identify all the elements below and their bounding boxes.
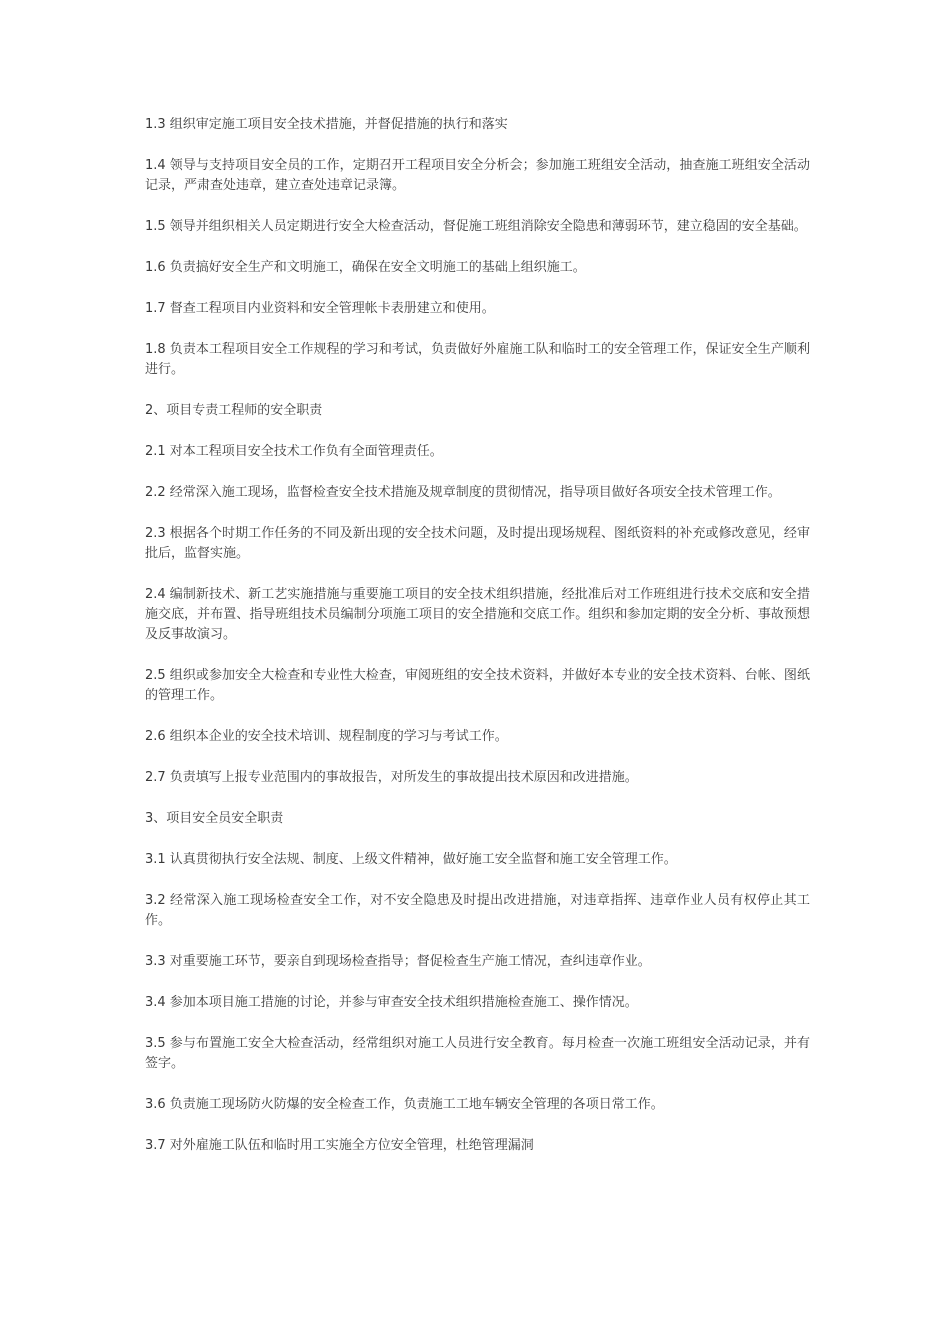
paragraph-text: 经常深入施工现场，监督检查安全技术措施及规章制度的贯彻情况，指导项目做好各项安全技术管理工作。 — [169, 485, 781, 500]
paragraph-number: 3.4 — [145, 995, 166, 1010]
paragraph — [145, 952, 810, 972]
paragraph-text: 2、项目专责工程师的安全职责 — [145, 403, 323, 418]
paragraph-text: 领导并组织相关人员定期进行安全大检查活动，督促施工班组消除安全隐患和薄弱环节，建立稳固的安全基础。 — [169, 219, 807, 234]
paragraph — [145, 1136, 810, 1156]
paragraph-number: 3.3 — [145, 954, 166, 969]
paragraph — [145, 993, 810, 1013]
paragraph-text: 组织本企业的安全技术培训、规程制度的学习与考试工作。 — [169, 729, 508, 744]
paragraph-text: 认真贯彻执行安全法规、制度、上级文件精神，做好施工安全监督和施工安全管理工作。 — [169, 852, 677, 867]
paragraph — [145, 809, 810, 829]
paragraph-number: 1.4 — [145, 158, 166, 173]
paragraph — [145, 666, 810, 706]
paragraph — [145, 850, 810, 870]
paragraph-number: 2.1 — [145, 444, 166, 459]
paragraph-number: 2.3 — [145, 526, 166, 541]
paragraph-number: 3.2 — [145, 893, 166, 908]
paragraph — [145, 156, 810, 196]
paragraph-number: 2.2 — [145, 485, 166, 500]
paragraph — [145, 1095, 810, 1115]
paragraph-text: 对外雇施工队伍和临时用工实施全方位安全管理，杜绝管理漏洞 — [169, 1138, 534, 1153]
paragraph — [145, 258, 810, 278]
paragraph — [145, 442, 810, 462]
paragraph-text: 经常深入施工现场检查安全工作，对不安全隐患及时提出改进措施，对违章指挥、违章作业人员有权停止其工作。 — [145, 893, 810, 928]
paragraph-text: 负责本工程项目安全工作规程的学习和考试，负责做好外雇施工队和临时工的安全管理工作，保证安全生产顺利进行。 — [145, 342, 810, 377]
paragraph-number: 3.1 — [145, 852, 166, 867]
paragraph — [145, 299, 810, 319]
paragraph-number: 1.3 — [145, 117, 166, 132]
paragraph-number: 3.6 — [145, 1097, 166, 1112]
paragraph — [145, 217, 810, 237]
paragraph-text: 负责填写上报专业范围内的事故报告，对所发生的事故提出技术原因和改进措施。 — [169, 770, 638, 785]
paragraph-number: 2.5 — [145, 668, 166, 683]
paragraph-number: 1.6 — [145, 260, 166, 275]
paragraph-number: 2.6 — [145, 729, 166, 744]
paragraph — [145, 891, 810, 931]
paragraph-text: 参加本项目施工措施的讨论，并参与审查安全技术组织措施检查施工、操作情况。 — [169, 995, 638, 1010]
paragraph-text: 负责施工现场防火防爆的安全检查工作，负责施工工地车辆安全管理的各项日常工作。 — [169, 1097, 664, 1112]
paragraph-text: 参与布置施工安全大检查活动，经常组织对施工人员进行安全教育。每月检查一次施工班组安全活动记录，并有签字。 — [145, 1036, 810, 1071]
paragraph-text: 组织或参加安全大检查和专业性大检查，审阅班组的安全技术资料，并做好本专业的安全技术资料、台帐、图纸的管理工作。 — [145, 668, 810, 703]
paragraph — [145, 768, 810, 788]
paragraph-number: 1.7 — [145, 301, 166, 316]
paragraph — [145, 727, 810, 747]
paragraph — [145, 401, 810, 421]
paragraph-text: 组织审定施工项目安全技术措施，并督促措施的执行和落实 — [169, 117, 508, 132]
paragraph — [145, 524, 810, 564]
paragraph-number: 3.7 — [145, 1138, 166, 1153]
paragraph-text: 根据各个时期工作任务的不同及新出现的安全技术问题，及时提出现场规程、图纸资料的补充或修改意见，经审批后，监督实施。 — [145, 526, 810, 561]
paragraph-number: 2.7 — [145, 770, 166, 785]
paragraph-text: 领导与支持项目安全员的工作，定期召开工程项目安全分析会；参加施工班组安全活动，抽查施工班组安全活动记录，严肃查处违章，建立查处违章记录簿。 — [145, 158, 810, 193]
paragraph — [145, 483, 810, 503]
paragraph — [145, 115, 810, 135]
paragraph-text: 负责搞好安全生产和文明施工，确保在安全文明施工的基础上组织施工。 — [169, 260, 586, 275]
paragraph — [145, 340, 810, 380]
paragraph-number: 1.8 — [145, 342, 166, 357]
paragraph-number: 3.5 — [145, 1036, 166, 1051]
paragraph-number: 1.5 — [145, 219, 166, 234]
document-body — [145, 115, 810, 1177]
paragraph — [145, 585, 810, 645]
paragraph — [145, 1034, 810, 1074]
paragraph-text: 编制新技术、新工艺实施措施与重要施工项目的安全技术组织措施，经批准后对工作班组进行技术交底和安全措施交底，并布置、指导班组技术员编制分项施工项目的安全措施和交底工作。组织和参加定期的安全分析、事故预想及反事故演习。 — [145, 587, 810, 642]
paragraph-text: 3、项目安全员安全职责 — [145, 811, 284, 826]
paragraph-text: 对本工程项目安全技术工作负有全面管理责任。 — [169, 444, 443, 459]
paragraph-text: 对重要施工环节，要亲自到现场检查指导；督促检查生产施工情况，查纠违章作业。 — [169, 954, 651, 969]
paragraph-text: 督查工程项目内业资料和安全管理帐卡表册建立和使用。 — [169, 301, 495, 316]
paragraph-number: 2.4 — [145, 587, 166, 602]
